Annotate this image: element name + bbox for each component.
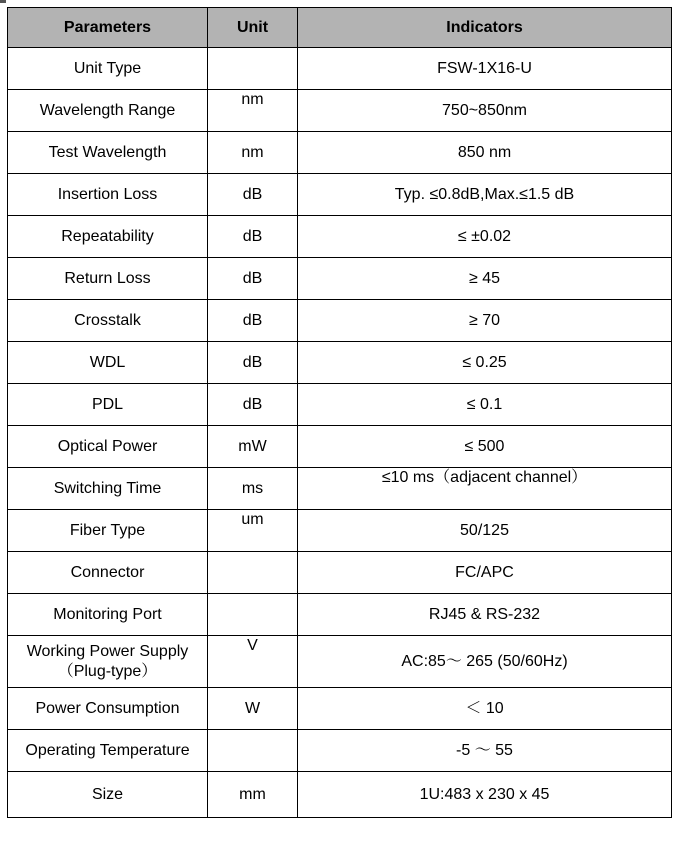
unit-cell: ms bbox=[208, 468, 298, 510]
unit-cell: dB bbox=[208, 300, 298, 342]
param-cell: PDL bbox=[8, 384, 208, 426]
param-cell: Fiber Type bbox=[8, 510, 208, 552]
unit-cell: dB bbox=[208, 384, 298, 426]
param-cell: Repeatability bbox=[8, 216, 208, 258]
value-cell: ≥ 45 bbox=[298, 258, 672, 300]
value-cell: ≤ 0.25 bbox=[298, 342, 672, 384]
param-cell: Switching Time bbox=[8, 468, 208, 510]
unit-cell bbox=[208, 594, 298, 636]
table-row bbox=[8, 468, 672, 510]
table-row bbox=[8, 300, 672, 342]
value-cell: FC/APC bbox=[298, 552, 672, 594]
value-cell: 850 nm bbox=[298, 132, 672, 174]
value-cell: ≤ ±0.02 bbox=[298, 216, 672, 258]
unit-cell: nm bbox=[208, 132, 298, 174]
header-parameters: Parameters bbox=[8, 8, 208, 48]
table-row bbox=[8, 688, 672, 730]
value-cell: AC:85～ 265 (50/60Hz) bbox=[298, 636, 672, 688]
param-cell: Return Loss bbox=[8, 258, 208, 300]
param-cell: Unit Type bbox=[8, 48, 208, 90]
value-cell: ＜ 10 bbox=[298, 688, 672, 730]
param-cell: Operating Temperature bbox=[8, 730, 208, 772]
unit-cell bbox=[208, 552, 298, 594]
table-row bbox=[8, 258, 672, 300]
unit-cell: um bbox=[208, 510, 298, 552]
table-row bbox=[8, 510, 672, 552]
unit-cell: nm bbox=[208, 90, 298, 132]
param-cell bbox=[8, 636, 208, 688]
table-row bbox=[8, 174, 672, 216]
specifications-table bbox=[7, 7, 672, 818]
table-row bbox=[8, 772, 672, 818]
table-row bbox=[8, 342, 672, 384]
value-cell: ≥ 70 bbox=[298, 300, 672, 342]
unit-cell: dB bbox=[208, 174, 298, 216]
unit-cell bbox=[208, 48, 298, 90]
value-cell: ≤10 ms（adjacent channel） bbox=[298, 468, 672, 510]
param-cell: Test Wavelength bbox=[8, 132, 208, 174]
table-row bbox=[8, 90, 672, 132]
unit-cell: V bbox=[208, 636, 298, 688]
value-cell: RJ45 & RS-232 bbox=[298, 594, 672, 636]
table-row bbox=[8, 594, 672, 636]
table-row bbox=[8, 730, 672, 772]
header-unit: Unit bbox=[208, 8, 298, 48]
unit-cell: dB bbox=[208, 216, 298, 258]
param-cell: Connector bbox=[8, 552, 208, 594]
table-row bbox=[8, 384, 672, 426]
value-cell: Typ. ≤0.8dB,Max.≤1.5 dB bbox=[298, 174, 672, 216]
param-cell: Monitoring Port bbox=[8, 594, 208, 636]
unit-cell bbox=[208, 730, 298, 772]
unit-cell: dB bbox=[208, 342, 298, 384]
table-row bbox=[8, 636, 672, 688]
param-line-1: Working Power Supply bbox=[26, 642, 189, 660]
param-line-2: （Plug-type） bbox=[57, 662, 158, 680]
param-cell: Wavelength Range bbox=[8, 90, 208, 132]
value-cell: ≤ 0.1 bbox=[298, 384, 672, 426]
unit-cell: mm bbox=[208, 772, 298, 818]
unit-cell: mW bbox=[208, 426, 298, 468]
table-row bbox=[8, 426, 672, 468]
value-cell: FSW-1X16-U bbox=[298, 48, 672, 90]
param-cell: Size bbox=[8, 772, 208, 818]
table-row bbox=[8, 216, 672, 258]
param-cell: Optical Power bbox=[8, 426, 208, 468]
value-cell: ≤ 500 bbox=[298, 426, 672, 468]
value-cell: 50/125 bbox=[298, 510, 672, 552]
table-row bbox=[8, 48, 672, 90]
unit-cell: W bbox=[208, 688, 298, 730]
table-header-row bbox=[8, 8, 672, 48]
param-cell: Power Consumption bbox=[8, 688, 208, 730]
table-row bbox=[8, 132, 672, 174]
param-cell: Insertion Loss bbox=[8, 174, 208, 216]
header-indicators: Indicators bbox=[298, 8, 672, 48]
unit-cell: dB bbox=[208, 258, 298, 300]
table-row bbox=[8, 552, 672, 594]
value-cell: -5 ～ 55 bbox=[298, 730, 672, 772]
value-cell: 750~850nm bbox=[298, 90, 672, 132]
param-cell: Crosstalk bbox=[8, 300, 208, 342]
page-corner-mark bbox=[0, 0, 6, 3]
value-cell: 1U:483 x 230 x 45 bbox=[298, 772, 672, 818]
param-cell: WDL bbox=[8, 342, 208, 384]
